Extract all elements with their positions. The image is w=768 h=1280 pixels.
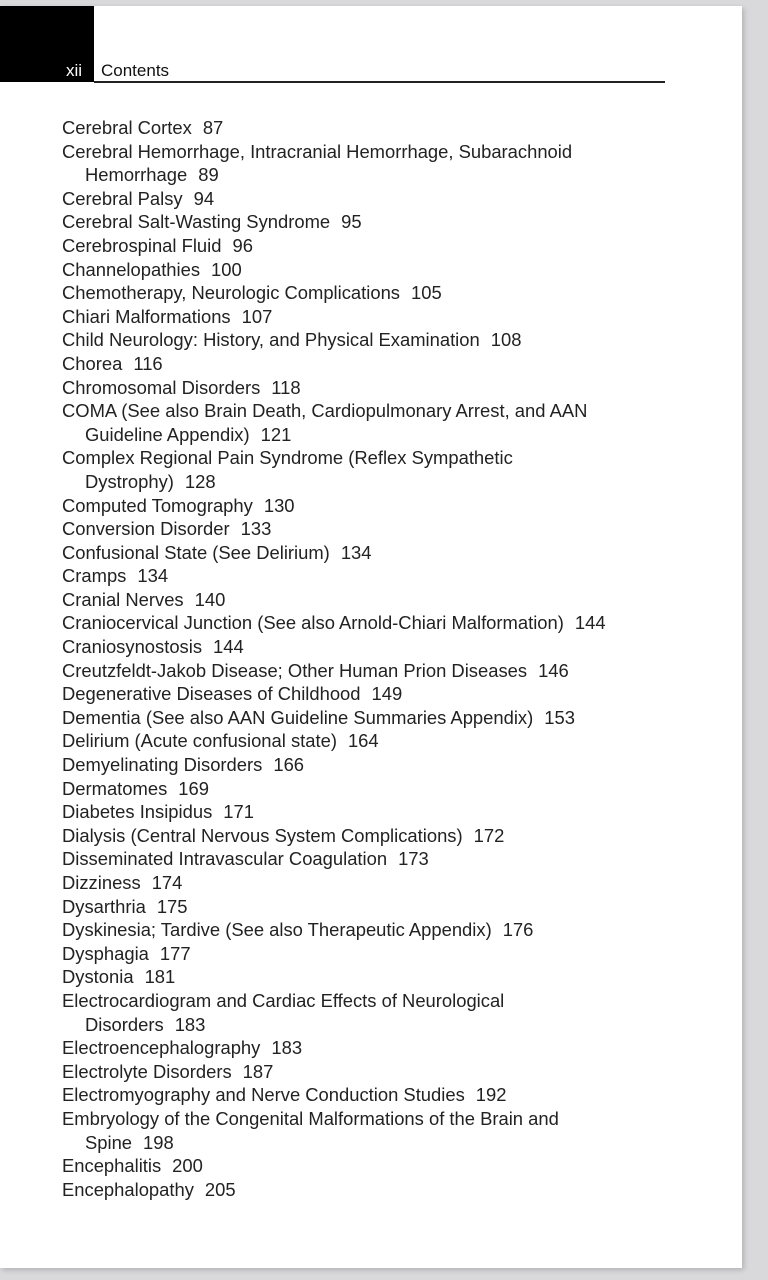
toc-entry-page: 153: [544, 706, 575, 728]
running-head: Contents: [101, 61, 170, 80]
toc-entry-title: Cerebral Palsy: [62, 187, 183, 209]
toc-entry-page: 172: [473, 824, 505, 846]
toc-entry-line: [62, 1179, 236, 1200]
toc-entry-title: Encephalopathy: [62, 1178, 194, 1200]
toc-entry-title: Encephalitis: [62, 1155, 162, 1177]
toc-entry-page: 121: [260, 423, 292, 445]
toc-entry-line: [62, 470, 682, 494]
toc-entry-line: [62, 377, 301, 398]
toc-entry-page: 187: [242, 1060, 274, 1082]
toc-entry: [62, 446, 682, 493]
toc-entry-title: Degenerative Diseases of Childhood: [62, 683, 361, 705]
toc-entry-line: [62, 683, 402, 704]
toc-entry-line: [62, 306, 272, 327]
toc-entry-page: 175: [156, 895, 188, 917]
toc-entry: [62, 517, 682, 541]
toc-entry-page: 128: [184, 470, 216, 492]
toc-entry-line: [62, 1084, 506, 1105]
book-page: [0, 6, 742, 1268]
toc-entry-line: [62, 329, 521, 350]
header-rule: [94, 81, 665, 83]
toc-entry-page: 146: [538, 659, 569, 681]
toc-entry-line: [62, 825, 504, 846]
toc-entry-page: 183: [271, 1037, 303, 1059]
toc-entry-line: [62, 730, 379, 751]
toc-entry-page: 174: [151, 872, 183, 893]
toc-entry-title: Dizziness: [62, 872, 141, 893]
toc-entry-line: [62, 211, 362, 232]
toc-entry: [62, 399, 682, 446]
toc-entry-line: [62, 423, 682, 447]
toc-entry: [62, 659, 682, 683]
toc-entry: [62, 611, 682, 635]
toc-entry-page: 144: [213, 636, 244, 658]
toc-entry: [62, 564, 682, 588]
toc-entry-line: [62, 353, 163, 374]
toc-entry-line: [62, 1037, 302, 1058]
toc-entry: [62, 140, 682, 187]
toc-entry-page: 96: [232, 234, 253, 256]
toc-entry: [62, 494, 682, 518]
toc-entry: [62, 895, 682, 919]
toc-entry-page: 171: [223, 801, 254, 823]
toc-entry-title: Dystrophy): [85, 470, 174, 492]
toc-entry-title: Disorders: [85, 1013, 164, 1035]
toc-entry-title: Dysarthria: [62, 895, 146, 917]
toc-entry-line: [62, 259, 242, 280]
toc-entry-page: 100: [211, 258, 242, 280]
toc-entry-page: 118: [271, 376, 301, 398]
toc-entry-page: 183: [174, 1013, 206, 1035]
toc-entry: [62, 777, 682, 801]
toc-entry-title: Confusional State (See Delirium): [62, 541, 330, 563]
toc-entry-page: 181: [144, 966, 176, 988]
toc-entry: [62, 588, 682, 612]
toc-entry: [62, 1083, 682, 1107]
toc-entry-title: Dysphagia: [62, 942, 149, 964]
toc-entry-line: [62, 778, 209, 799]
toc-entry-line: [62, 660, 569, 681]
toc-entry: [62, 824, 682, 848]
toc-entry-title: Hemorrhage: [85, 164, 188, 186]
toc-entry-title: Dementia (See also AAN Guideline Summaries Appendix): [62, 706, 534, 728]
toc-entry-title: Dialysis (Central Nervous System Complications): [62, 824, 463, 846]
toc-entry-line: [62, 919, 533, 940]
toc-entry-page: 164: [347, 730, 379, 752]
toc-entry-line: [62, 282, 442, 303]
toc-entry-line: [62, 518, 271, 539]
toc-entry-line: [62, 848, 429, 869]
toc-entry-page: 176: [502, 919, 534, 941]
toc-entry: [62, 281, 682, 305]
toc-entry-page: 116: [133, 352, 163, 374]
toc-entry-page: 108: [490, 329, 522, 351]
toc-entry: [62, 187, 682, 211]
toc-entry-title: Cranial Nerves: [62, 588, 184, 610]
toc-entry-title: Dermatomes: [62, 777, 168, 799]
page-number: xii: [66, 61, 83, 80]
toc-entry-title: Delirium (Acute confusional state): [62, 730, 337, 752]
toc-entry-line: [62, 400, 587, 421]
toc-entry: [62, 328, 682, 352]
toc-entry-line: [62, 636, 244, 657]
toc-entry-line: [62, 589, 225, 610]
toc-entry-page: 105: [411, 282, 442, 304]
toc-entry: [62, 989, 682, 1036]
toc-entry: [62, 800, 682, 824]
toc-entry-title: Chemotherapy, Neurologic Complications: [62, 282, 400, 304]
toc-entry-title: Spine: [85, 1131, 133, 1153]
toc-entry-line: [62, 565, 168, 586]
toc-entry: [62, 753, 682, 777]
toc-entry-page: 95: [341, 211, 362, 233]
toc-entry-title: Cerebral Hemorrhage, Intracranial Hemorrhage, Subarachnoid: [62, 140, 573, 162]
toc-entry-title: Channelopathies: [62, 258, 201, 280]
table-of-contents: [62, 116, 682, 1201]
toc-entry-line: [62, 163, 682, 187]
toc-entry: [62, 635, 682, 659]
toc-entry: [62, 847, 682, 871]
toc-entry-line: [62, 990, 504, 1011]
toc-entry-title: Cerebrospinal Fluid: [62, 234, 222, 256]
toc-entry-page: 177: [159, 942, 191, 964]
toc-entry-title: Guideline Appendix): [85, 423, 250, 445]
toc-entry-line: [62, 1013, 682, 1037]
toc-entry-line: [62, 707, 575, 728]
toc-entry: [62, 210, 682, 234]
toc-entry-page: 133: [240, 518, 272, 540]
toc-entry-page: 87: [202, 117, 224, 138]
toc-entry-line: [62, 612, 606, 633]
toc-entry-page: 134: [340, 541, 372, 563]
toc-entry: [62, 706, 682, 730]
toc-entry: [62, 1060, 682, 1084]
toc-entry-line: [62, 872, 182, 893]
toc-entry: [62, 729, 682, 753]
toc-entry-line: [62, 801, 254, 822]
toc-entry: [62, 918, 682, 942]
toc-entry: [62, 376, 682, 400]
toc-entry: [62, 682, 682, 706]
toc-entry-page: 192: [475, 1084, 507, 1106]
toc-entry-page: 107: [241, 305, 273, 327]
toc-entry-title: Electroencephalography: [62, 1037, 261, 1059]
toc-entry: [62, 352, 682, 376]
toc-entry-page: 173: [398, 848, 429, 870]
toc-entry-title: Conversion Disorder: [62, 518, 230, 540]
toc-entry: [62, 258, 682, 282]
toc-entry-title: Diabetes Insipidus: [62, 801, 213, 823]
toc-entry-line: [62, 141, 572, 162]
toc-entry-page: 144: [574, 612, 606, 634]
toc-entry-line: [62, 542, 372, 563]
toc-entry-title: Chromosomal Disorders: [62, 376, 261, 398]
toc-entry-title: Computed Tomography: [62, 494, 253, 516]
toc-entry: [62, 1154, 682, 1178]
toc-entry-line: [62, 1108, 559, 1129]
toc-entry-title: Chorea: [62, 352, 123, 374]
toc-entry-title: Cerebral Salt-Wasting Syndrome: [62, 211, 331, 233]
toc-entry: [62, 942, 682, 966]
toc-entry: [62, 871, 682, 895]
toc-entry-line: [62, 188, 214, 209]
toc-entry-line: [62, 495, 295, 516]
toc-entry-title: Dystonia: [62, 966, 134, 988]
toc-entry-line: [62, 943, 191, 964]
toc-entry: [62, 305, 682, 329]
toc-entry-line: [62, 896, 188, 917]
toc-entry: [62, 234, 682, 258]
toc-entry-title: Electrocardiogram and Cardiac Effects of Neurological: [62, 989, 505, 1011]
toc-entry-line: [62, 1155, 203, 1176]
toc-entry-page: 149: [371, 683, 403, 705]
toc-entry-title: Cramps: [62, 565, 127, 587]
toc-entry-title: Dyskinesia; Tardive (See also Therapeutic Appendix): [62, 919, 492, 941]
toc-entry: [62, 1178, 682, 1202]
toc-entry-title: Cerebral Cortex: [62, 117, 192, 138]
toc-entry: [62, 1036, 682, 1060]
toc-entry-line: [62, 447, 513, 468]
toc-entry: [62, 1107, 682, 1154]
toc-entry-page: 166: [273, 754, 305, 776]
toc-entry-title: Electrolyte Disorders: [62, 1060, 232, 1082]
toc-entry-page: 94: [193, 187, 215, 209]
toc-entry-line: [62, 1061, 273, 1082]
toc-entry-title: Demyelinating Disorders: [62, 754, 263, 776]
toc-entry-line: [62, 117, 223, 138]
toc-entry-page: 89: [198, 164, 219, 186]
toc-entry-page: 200: [172, 1155, 203, 1177]
toc-entry-page: 198: [143, 1131, 174, 1153]
toc-entry-title: Embryology of the Congenital Malformations of the Brain and: [62, 1107, 559, 1129]
toc-entry: [62, 541, 682, 565]
toc-entry-page: 134: [137, 565, 169, 587]
toc-entry-title: COMA (See also Brain Death, Cardiopulmonary Arrest, and AAN: [62, 400, 588, 422]
toc-entry-title: Craniocervical Junction (See also Arnold-Chiari Malformation): [62, 612, 564, 634]
toc-entry-line: [62, 966, 175, 987]
toc-entry-line: [62, 754, 304, 775]
toc-entry: [62, 965, 682, 989]
toc-entry-title: Chiari Malformations: [62, 305, 231, 327]
toc-entry-title: Child Neurology: History, and Physical Examination: [62, 329, 480, 351]
toc-entry-title: Craniosynostosis: [62, 636, 203, 658]
toc-entry: [62, 116, 682, 140]
toc-entry-line: [62, 1131, 682, 1155]
toc-entry-page: 169: [178, 777, 209, 799]
toc-entry-page: 140: [194, 588, 226, 610]
toc-entry-title: Electromyography and Nerve Conduction Studies: [62, 1084, 465, 1106]
toc-entry-page: 130: [263, 494, 295, 516]
toc-entry-title: Disseminated Intravascular Coagulation: [62, 848, 388, 870]
toc-entry-title: Creutzfeldt-Jakob Disease; Other Human Prion Diseases: [62, 659, 528, 681]
toc-entry-title: Complex Regional Pain Syndrome (Reflex Sympathetic: [62, 447, 513, 469]
toc-entry-page: 205: [204, 1178, 236, 1200]
toc-entry-line: [62, 235, 253, 256]
